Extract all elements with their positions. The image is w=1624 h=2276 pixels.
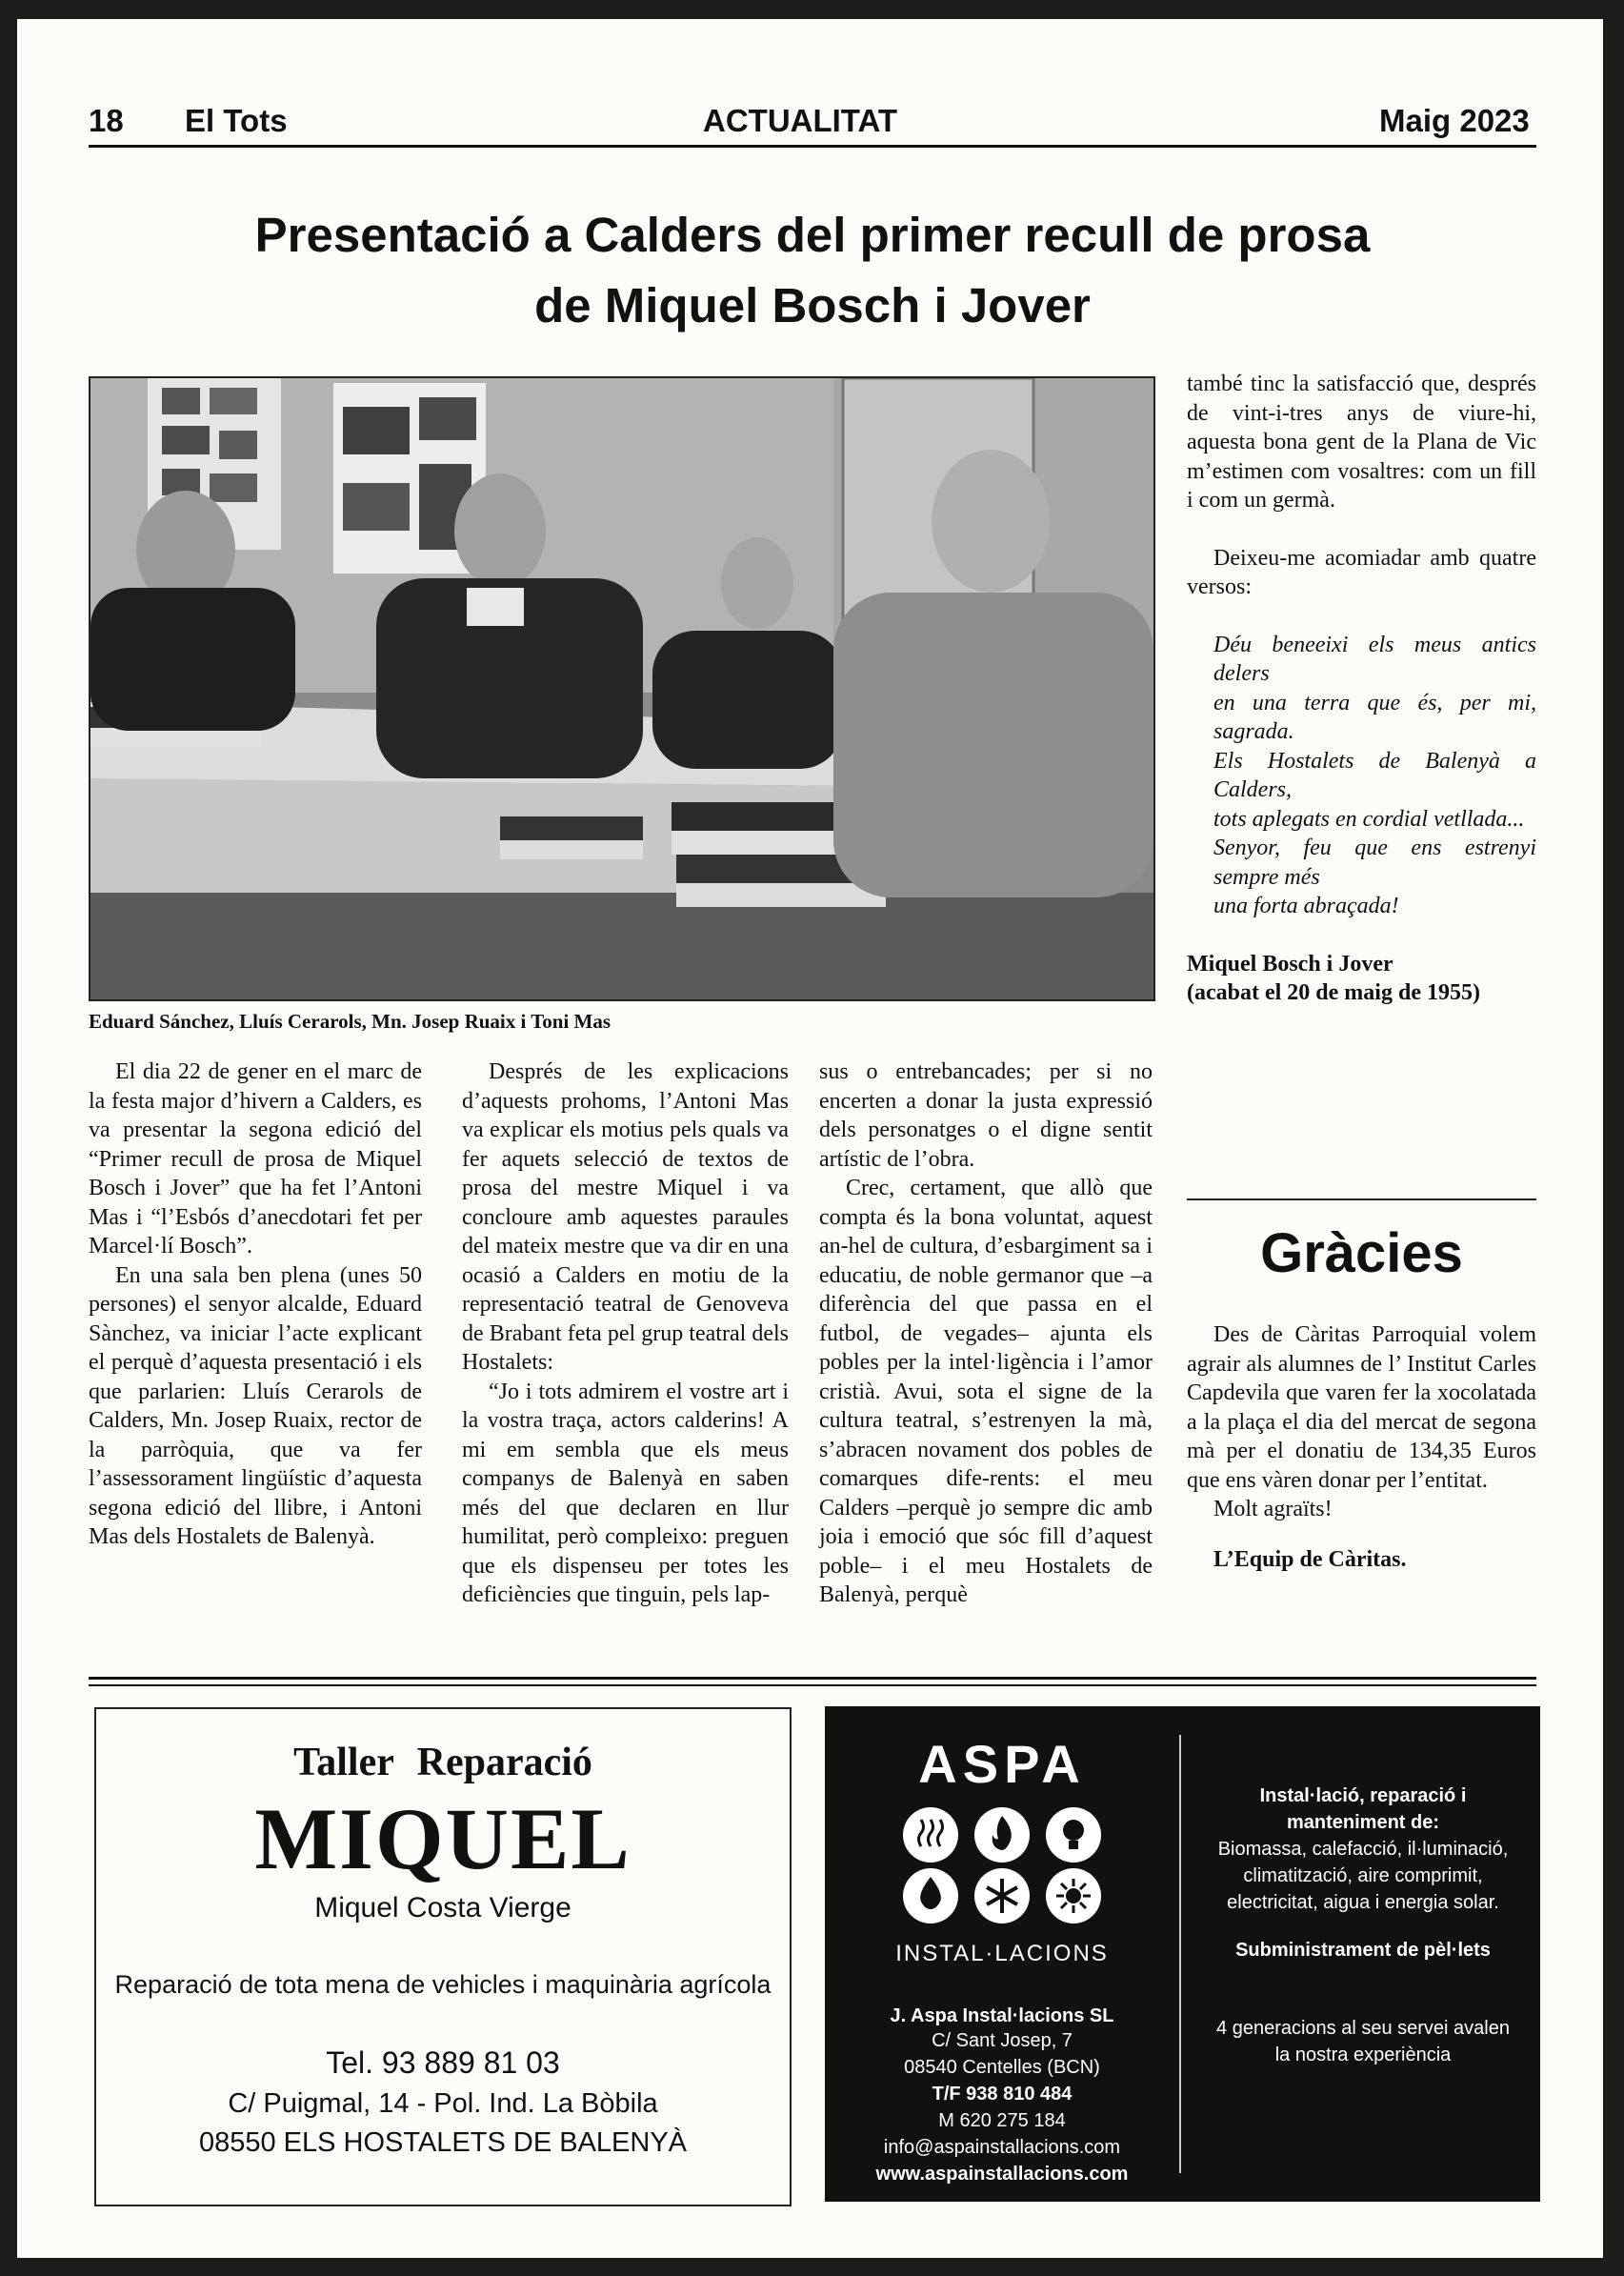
ad-separator-rule: [89, 1677, 1536, 1680]
header-rule: [89, 145, 1536, 148]
article-paragraph: “Jo i tots admirem el vostre art i la vostra traça, actors calderins! A mi em sembla que els meus companys de Balenyà en saben més del que declaren en llur humilitat, però compleixo: preguen que els dispenseu per totes les deficiències que tinguin, pels lap-: [462, 1379, 789, 1607]
gracies-thanks: Molt agraïts!: [1213, 1497, 1333, 1521]
article-paragraph: també tinc la satisfacció que, després de vint-i-tres anys de viure-hi, aquesta bona gent de la Plana de Vic m’estimen com vosaltres: com un fill i com un germà.: [1187, 372, 1536, 513]
photo-illustration: [90, 378, 1153, 999]
lightbulb-icon: [1046, 1807, 1101, 1863]
aspa-services: Biomassa, calefacció, il·luminació, climatització, aire comprimit, electricitat, aigua i energia solar.: [1217, 1839, 1509, 1913]
verse-line: Els Hostalets de Balenyà a Calders,: [1213, 748, 1536, 802]
ad-separator-rule: [89, 1684, 1536, 1686]
gracies-title: Gràcies: [1260, 1222, 1463, 1284]
article-title-line-2: de Miquel Bosch i Jover: [534, 278, 1091, 332]
article-column-4: [1187, 370, 1536, 1008]
aspa-phone: T/F 938 810 484: [932, 2084, 1073, 2105]
aspa-right-panel: [1215, 1783, 1511, 2068]
sun-icon: [1046, 1868, 1101, 1924]
aspa-subtitle: INSTAL·LACIONS: [895, 1941, 1109, 1966]
water-drop-icon: [903, 1868, 958, 1924]
ad-owner: Miquel Costa Vierge: [314, 1892, 571, 1924]
article-paragraph: Deixeu-me acomiadar amb quatre versos:: [1187, 545, 1536, 599]
aspa-website: www.aspainstallacions.com: [875, 2164, 1129, 2185]
aspa-company: J. Aspa Instal·lacions SL: [890, 2005, 1114, 2026]
article-paragraph: Després de les explicacions d’aquests prohoms, l’Antoni Mas va explicar els motius pels quals va fer aquets selecció de textos de prosa del mestre Miquel i va concloure amb aquestes paraules del mateix mestre que va dir en una ocasió a Calders en motiu de la representació teatral de Genoveva de Brabant feta pel grup teatral dels Hostalets:: [462, 1059, 789, 1375]
ad-phone: Tel. 93 889 81 03: [326, 2045, 560, 2080]
photo-caption: Eduard Sánchez, Lluís Cerarols, Mn. Josep Ruaix i Toni Mas: [89, 1010, 612, 1033]
gracies-paragraph: Des de Càritas Parroquial volem agrair als alumnes de l’ Institut Carles Capdevila que varen fer la xocolatada a la plaça el dia del mercat de segona mà per el donatiu de 134,35 Euros que ens vàren donar per l’entitat.: [1187, 1322, 1536, 1493]
aspa-email: info@aspainstallacions.com: [883, 2137, 1121, 2158]
aspa-city: 08540 Centelles (BCN): [904, 2057, 1100, 2078]
verse-line: tots aplegats en cordial vetllada...: [1213, 806, 1525, 832]
article-paragraph: En una sala ben plena (unes 50 persones) el senyor alcalde, Eduard Sànchez, va iniciar l’acte explicant el perquè d’aquesta presentació i els que parlarien: Lluís Cerarols de Calders, Mn. Josep Ruaix, rector de la parròquia, que va fer l’assessorament lingüístic d’aquesta segona edició del llibre, i Antoni Mas dels Hostalets de Balenyà.: [89, 1262, 422, 1549]
signature-date: (acabat el 20 de maig de 1955): [1187, 980, 1480, 1005]
article-paragraph: sus o entrebancades; per si no encerten a donar la justa expressió dels personatges o el digne sentit artístic de l’obra.: [819, 1059, 1153, 1172]
snowflake-icon: [974, 1868, 1030, 1924]
newspaper-page: [17, 19, 1603, 2258]
aspa-mobile: M 620 275 184: [938, 2110, 1066, 2131]
aspa-supply: Subministrament de pèl·lets: [1235, 1940, 1491, 1961]
aspa-icons: [897, 1804, 1107, 1928]
issue-date: Maig 2023: [1379, 103, 1530, 138]
gracies-text: [1187, 1320, 1536, 1574]
article-title-line-1: Presentació a Calders del primer recull de prosa: [254, 208, 1371, 262]
article-title: [89, 200, 1536, 341]
gracies-signature: L’Equip de Càritas.: [1213, 1546, 1407, 1572]
ad-address: C/ Puigmal, 14 - Pol. Ind. La Bòbila: [228, 2088, 658, 2119]
aspa-street: C/ Sant Josep, 7: [932, 2030, 1073, 2051]
event-photo: [89, 376, 1155, 1001]
verse-block: [1187, 631, 1536, 921]
ad-city: 08550 ELS HOSTALETS DE BALENYÀ: [198, 2127, 688, 2158]
publication-name: El Tots: [185, 103, 288, 138]
article-column-3: [819, 1057, 1153, 1610]
ad-service: Reparació de tota mena de vehicles i maquinària agrícola: [114, 1970, 772, 1999]
aspa-logo-text: ASPA: [918, 1734, 1086, 1794]
section-name: ACTUALITAT: [703, 103, 898, 138]
article-column-2: [462, 1057, 789, 1610]
ad-heading: Taller Reparació: [293, 1741, 592, 1784]
aspa-generations: 4 generacions al seu servei avalen la nostra experiència: [1216, 2018, 1510, 2065]
verse-line: Senyor, feu que ens estrenyi sempre més: [1213, 836, 1536, 890]
heat-icon: [903, 1807, 958, 1863]
page-number: 18: [89, 103, 124, 138]
ad-aspa-installacions: [825, 1706, 1540, 2202]
aspa-left-panel: [825, 1733, 1179, 2187]
article-paragraph: Crec, certament, que allò que compta és la bona voluntat, aquest an-hel de cultura, d’esbargiment sa i educatiu, de noble germanor que –a diferència del que passa en el futbol, de vegades– ajunta els pobles per la intel·ligència i l’amor cristià. Avui, sota el signe de la cultura teatral, s’estrenyen la mà, s’abracen novament dos pobles de comarques dife-rents: el meu Calders –perquè jo sempre dic amb joia i emoció que sóc fill d’aquest poble– i el meu Hostalets de Balenyà, perquè: [819, 1176, 1153, 1607]
verse-line: en una terra que és, per mi, sagrada.: [1213, 690, 1536, 744]
verse-line: Déu beneeixi els meus antics delers: [1213, 632, 1536, 686]
gracies-divider: [1187, 1198, 1536, 1200]
ad-business-name: MIQUEL: [254, 1790, 632, 1887]
article-column-1: [89, 1057, 422, 1552]
article-paragraph: El dia 22 de gener en el marc de la festa major d’hivern a Calders, es va presentar la segona edició del “Primer recull de prosa de Miquel Bosch i Jover” que ha fet l’Antoni Mas i “l’Esbós d’anecdotari fet per Marcel·lí Bosch”.: [89, 1059, 422, 1259]
ad-divider: [1179, 1735, 1181, 2173]
flame-icon: [974, 1807, 1030, 1863]
ad-taller-miquel: [94, 1707, 792, 2206]
aspa-services-title: Instal·lació, reparació i manteniment de:: [1259, 1785, 1467, 1833]
verse-line: una forta abraçada!: [1213, 894, 1399, 918]
signature-name: Miquel Bosch i Jover: [1187, 951, 1393, 977]
